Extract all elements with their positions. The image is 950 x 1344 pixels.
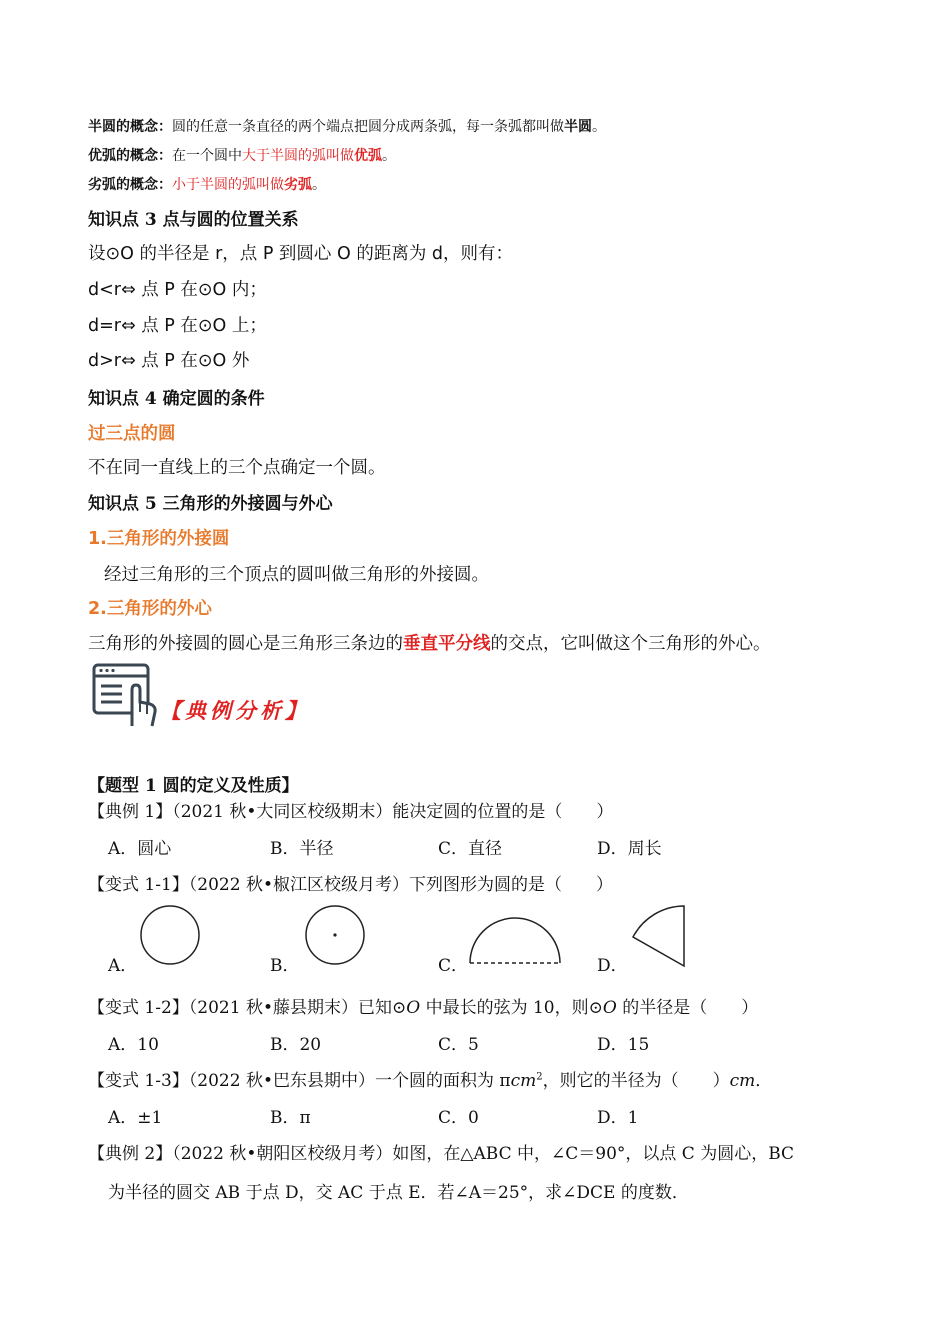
kp3-rel-on: d=r⇔ 点 P 在⊙O 上；: [88, 316, 267, 336]
kp5-text2: 三角形的外接圆的圆心是三角形三条边的垂直平分线的交点，它叫做这个三角形的外心。: [88, 634, 771, 654]
v11-option-a[interactable]: A．: [108, 956, 138, 976]
ex1-option-b[interactable]: B．半径: [270, 839, 334, 859]
kp5-sub1: 1.三角形的外接圆: [88, 529, 230, 549]
banner-label: 【典例分析】: [160, 698, 310, 723]
circle-figure-a: [138, 904, 204, 966]
v12-option-c[interactable]: C．5: [438, 1035, 479, 1055]
v13-option-b[interactable]: B．π: [270, 1108, 311, 1128]
kp5-text1: 经过三角形的三个顶点的圆叫做三角形的外接圆。: [104, 565, 489, 585]
ex1-option-d[interactable]: D．周长: [597, 839, 662, 859]
ex1-option-c[interactable]: C．直径: [438, 839, 503, 859]
variant-1-1: 【变式 1-1】（2022 秋•椒江区校级月考）下列图形为圆的是（ ）: [88, 875, 613, 895]
v12-option-a[interactable]: A．10: [108, 1035, 159, 1055]
example1: 【典例 1】（2021 秋•大同区校级期末）能决定圆的位置的是（ ）: [88, 802, 614, 822]
pointer-hand-icon: [92, 662, 162, 728]
kp3-title: 知识点 3 点与圆的位置关系: [88, 210, 299, 230]
v11-option-b[interactable]: B．: [270, 956, 300, 976]
sector-figure-d: [630, 904, 690, 970]
section1-title: 【题型 1 圆的定义及性质】: [88, 776, 299, 796]
kp3-intro: 设⊙O 的半径是 r，点 P 到圆心 O 的距离为 d，则有：: [88, 244, 514, 264]
kp4-subtitle: 过三点的圆: [88, 424, 176, 444]
variant-1-3: 【变式 1-3】（2022 秋•巴东县期中）一个圆的面积为 πcm$^2$，则它的半径为（ ）cm．: [88, 1071, 773, 1091]
v12-option-d[interactable]: D．15: [597, 1035, 650, 1055]
semicircle-figure-c: [468, 916, 562, 966]
minor-arc-concept: 劣弧的概念：小于半圆的弧叫做劣弧。: [88, 177, 326, 193]
circle-with-center-figure-b: [302, 904, 368, 966]
example2-line2: 为半径的圆交 AB 于点 D，交 AC 于点 E．若∠A＝25°，求∠DCE 的度数．: [108, 1183, 689, 1203]
variant-1-2: 【变式 1-2】（2021 秋•藤县期末）已知⊙O 中最长的弦为 10，则⊙O 的半径是（ ）: [88, 998, 759, 1018]
example2: 【典例 2】（2022 秋•朝阳区校级月考）如图，在△ABC 中，∠C＝90°，以点 C 为圆心，BC: [88, 1144, 795, 1164]
v13-option-d[interactable]: D．1: [597, 1108, 639, 1128]
kp5-title: 知识点 5 三角形的外接圆与外心: [88, 494, 333, 514]
v13-option-c[interactable]: C．0: [438, 1108, 479, 1128]
kp4-text: 不在同一直线上的三个点确定一个圆。: [88, 458, 386, 478]
kp3-rel-inside: d<r⇔ 点 P 在⊙O 内；: [88, 280, 267, 300]
v11-option-c[interactable]: C．: [438, 956, 469, 976]
v13-option-a[interactable]: A．±1: [108, 1108, 163, 1128]
v12-option-b[interactable]: B．20: [270, 1035, 322, 1055]
major-arc-concept: 优弧的概念：在一个圆中大于半圆的弧叫做优弧。: [88, 148, 396, 164]
kp3-rel-outside: d>r⇔ 点 P 在⊙O 外: [88, 351, 250, 371]
kp5-sub2: 2.三角形的外心: [88, 599, 212, 619]
semicircle-concept: 半圆的概念：圆的任意一条直径的两个端点把圆分成两条弧，每一条弧都叫做半圆。: [88, 119, 606, 135]
kp4-title: 知识点 4 确定圆的条件: [88, 389, 265, 409]
v11-option-d[interactable]: D．: [597, 956, 628, 976]
ex1-option-a[interactable]: A．圆心: [108, 839, 172, 859]
